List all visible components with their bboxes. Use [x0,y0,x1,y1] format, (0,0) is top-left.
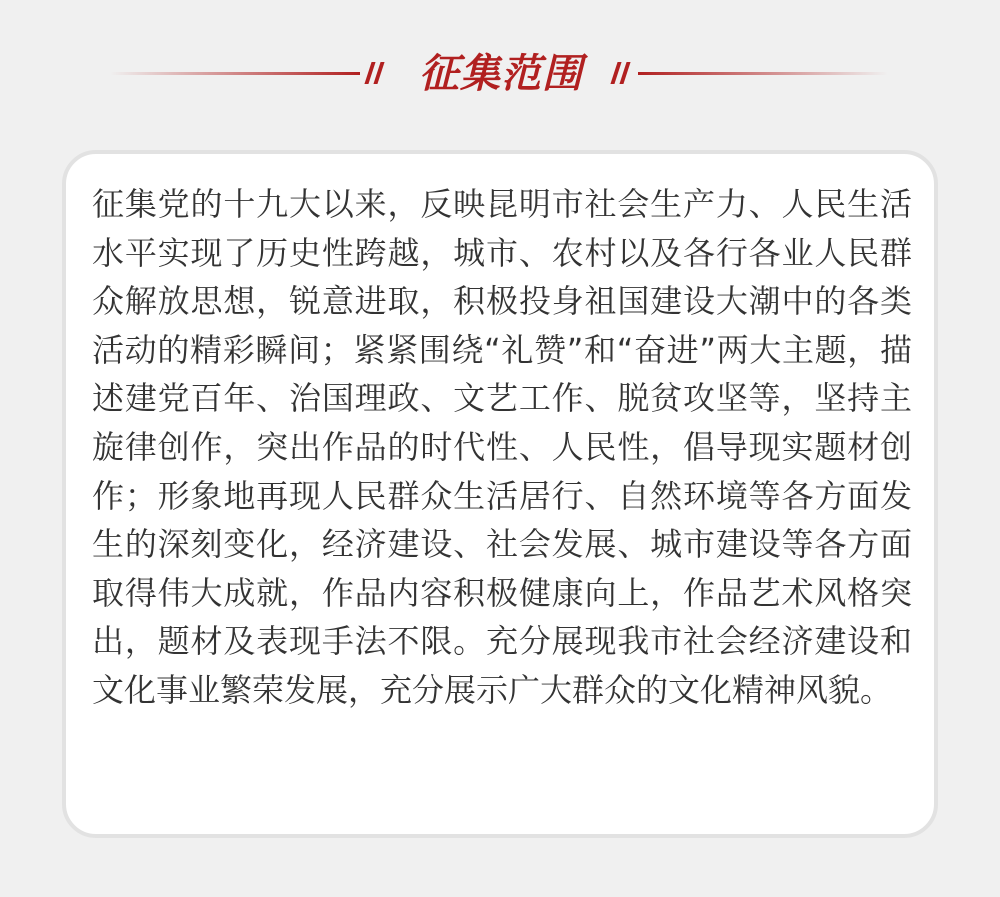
header-left-bars-ornament [364,62,386,86]
section-title: 征集范围 [419,51,583,97]
section-header [0,44,1000,104]
header-left-divider [110,72,360,75]
collection-scope-text: 征集党的十九大以来，反映昆明市社会生产力、人民生活水平实现了历史性跨越，城市、农村以及各行各业人民群众解放思想，锐意进取，积极投身祖国建设大潮中的各类活动的精彩瞬间；紧紧围绕“礼赞”和“奋进”两大主题，描述建党百年、治国理政、文艺工作、脱贫攻坚等，坚持主旋律创作，突出作品的时代性、人民性，倡导现实题材创作；形象地再现人民群众生活居行、自然环境等各方面发生的深刻变化，经济建设、社会发展、城市建设等各方面取得伟大成就，作品内容积极健康向上，作品艺术风格突出，题材及表现手法不限。充分展现我市社会经济建设和文化事业繁荣发展，充分展示广大群众的文化精神风貌。 [92,185,912,709]
content-card [62,150,938,838]
header-right-bars-ornament [610,62,632,86]
header-right-divider [638,72,888,75]
